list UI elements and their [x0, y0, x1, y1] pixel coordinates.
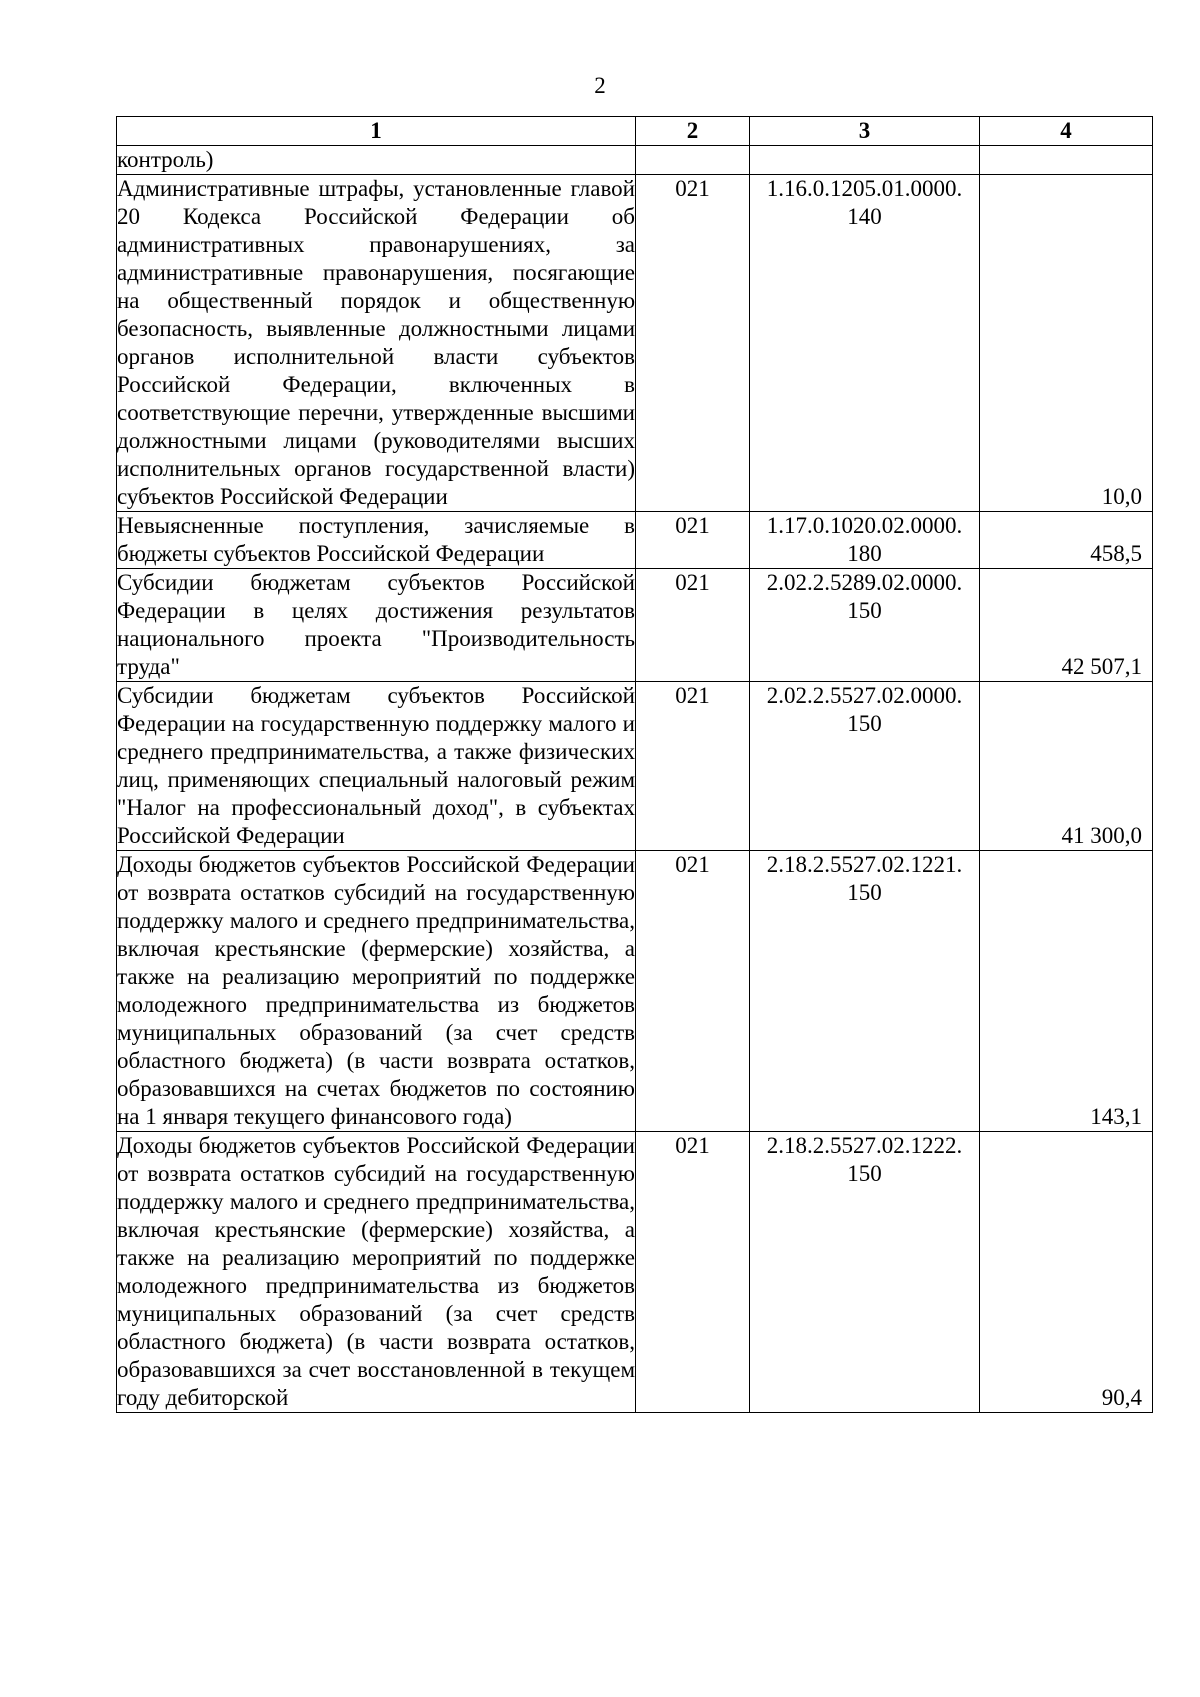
row-admin-code: 021 — [636, 512, 750, 569]
row-admin-code — [636, 146, 750, 175]
row-name: Субсидии бюджетам субъектов Российской Федерации в целях достижения результатов национального проекта "Производительность труда" — [117, 569, 636, 682]
row-budget-code — [750, 512, 980, 569]
table-row — [117, 1132, 1153, 1413]
row-budget-code-part2: 140 — [847, 204, 882, 229]
revenue-table — [116, 116, 1153, 1413]
row-budget-code-part1: 1.17.0.1020.02.0000. — [766, 513, 963, 538]
column-header-2: 2 — [636, 117, 750, 146]
row-amount — [980, 1132, 1153, 1413]
row-admin-code: 021 — [636, 682, 750, 851]
row-admin-code: 021 — [636, 1132, 750, 1413]
table-row — [117, 146, 1153, 175]
column-header-3: 3 — [750, 117, 980, 146]
row-name: Невыясненные поступления, зачисляемые в бюджеты субъектов Российской Федерации — [117, 512, 636, 569]
row-budget-code — [750, 1132, 980, 1413]
row-budget-code-part1: 2.18.2.5527.02.1221. — [766, 852, 963, 877]
row-budget-code-part1: 1.16.0.1205.01.0000. — [766, 176, 963, 201]
column-header-4: 4 — [980, 117, 1153, 146]
row-budget-code-part2: 150 — [847, 880, 882, 905]
table-row — [117, 569, 1153, 682]
table-header-row — [117, 117, 1153, 146]
row-name: контроль) — [117, 146, 636, 175]
row-amount — [980, 175, 1153, 512]
row-amount-value: 90,4 — [1101, 1385, 1142, 1410]
row-name: Доходы бюджетов субъектов Российской Федерации от возврата остатков субсидий на государственную поддержку малого и среднего предпринимательства, включая крестьянские (фермерские) хозяйства, а также на реализацию мероприятий по поддержке молодежного предпринимательства из бюджетов муниципальных образований (за счет средств областного бюджета) (в части возврата остатков, образовавшихся на счетах бюджетов по состоянию на 1 января текущего финансового года) — [117, 851, 636, 1132]
row-budget-code — [750, 146, 980, 175]
row-budget-code — [750, 851, 980, 1132]
row-amount — [980, 851, 1153, 1132]
row-amount-value: 143,1 — [1090, 1104, 1142, 1129]
row-amount-value: 41 300,0 — [1061, 823, 1142, 848]
row-amount-value: 10,0 — [1101, 484, 1142, 509]
row-admin-code: 021 — [636, 569, 750, 682]
row-name: Административные штрафы, установленные главой 20 Кодекса Российской Федерации об административных правонарушениях, за административные правонарушения, посягающие на общественный порядок и общественную безопасность, выявленные должностными лицами органов исполнительной власти субъектов Российской Федерации, включенных в соответствующие перечни, утвержденные высшими должностными лицами (руководителями высших исполнительных органов государственной власти) субъектов Российской Федерации — [117, 175, 636, 512]
row-name: Субсидии бюджетам субъектов Российской Федерации на государственную поддержку малого и среднего предпринимательства, а также физических лиц, применяющих специальный налоговый режим "Налог на профессиональный доход", в субъектах Российской Федерации — [117, 682, 636, 851]
row-amount — [980, 682, 1153, 851]
row-amount — [980, 569, 1153, 682]
row-name: Доходы бюджетов субъектов Российской Федерации от возврата остатков субсидий на государственную поддержку малого и среднего предпринимательства, включая крестьянские (фермерские) хозяйства, а также на реализацию мероприятий по поддержке молодежного предпринимательства из бюджетов муниципальных образований (за счет средств областного бюджета) (в части возврата остатков, образовавшихся за счет восстановленной в текущем году дебиторской — [117, 1132, 636, 1413]
row-budget-code-part2: 180 — [847, 541, 882, 566]
row-budget-code-part1: 2.02.2.5289.02.0000. — [766, 570, 963, 595]
row-budget-code-part1: 2.18.2.5527.02.1222. — [766, 1133, 963, 1158]
page-number: 2 — [594, 73, 606, 98]
row-budget-code — [750, 175, 980, 512]
row-budget-code-part1: 2.02.2.5527.02.0000. — [766, 683, 963, 708]
row-amount-value: 42 507,1 — [1061, 654, 1142, 679]
row-amount — [980, 512, 1153, 569]
row-admin-code: 021 — [636, 851, 750, 1132]
row-budget-code-part2: 150 — [847, 1161, 882, 1186]
row-budget-code — [750, 569, 980, 682]
row-admin-code: 021 — [636, 175, 750, 512]
table-row — [117, 512, 1153, 569]
row-budget-code-part2: 150 — [847, 711, 882, 736]
table-body — [117, 146, 1153, 1413]
row-budget-code-part2: 150 — [847, 598, 882, 623]
table-row — [117, 175, 1153, 512]
table-row — [117, 682, 1153, 851]
row-amount-value: 458,5 — [1090, 541, 1142, 566]
table-row — [117, 851, 1153, 1132]
row-budget-code — [750, 682, 980, 851]
row-amount — [980, 146, 1153, 175]
column-header-1: 1 — [117, 117, 636, 146]
